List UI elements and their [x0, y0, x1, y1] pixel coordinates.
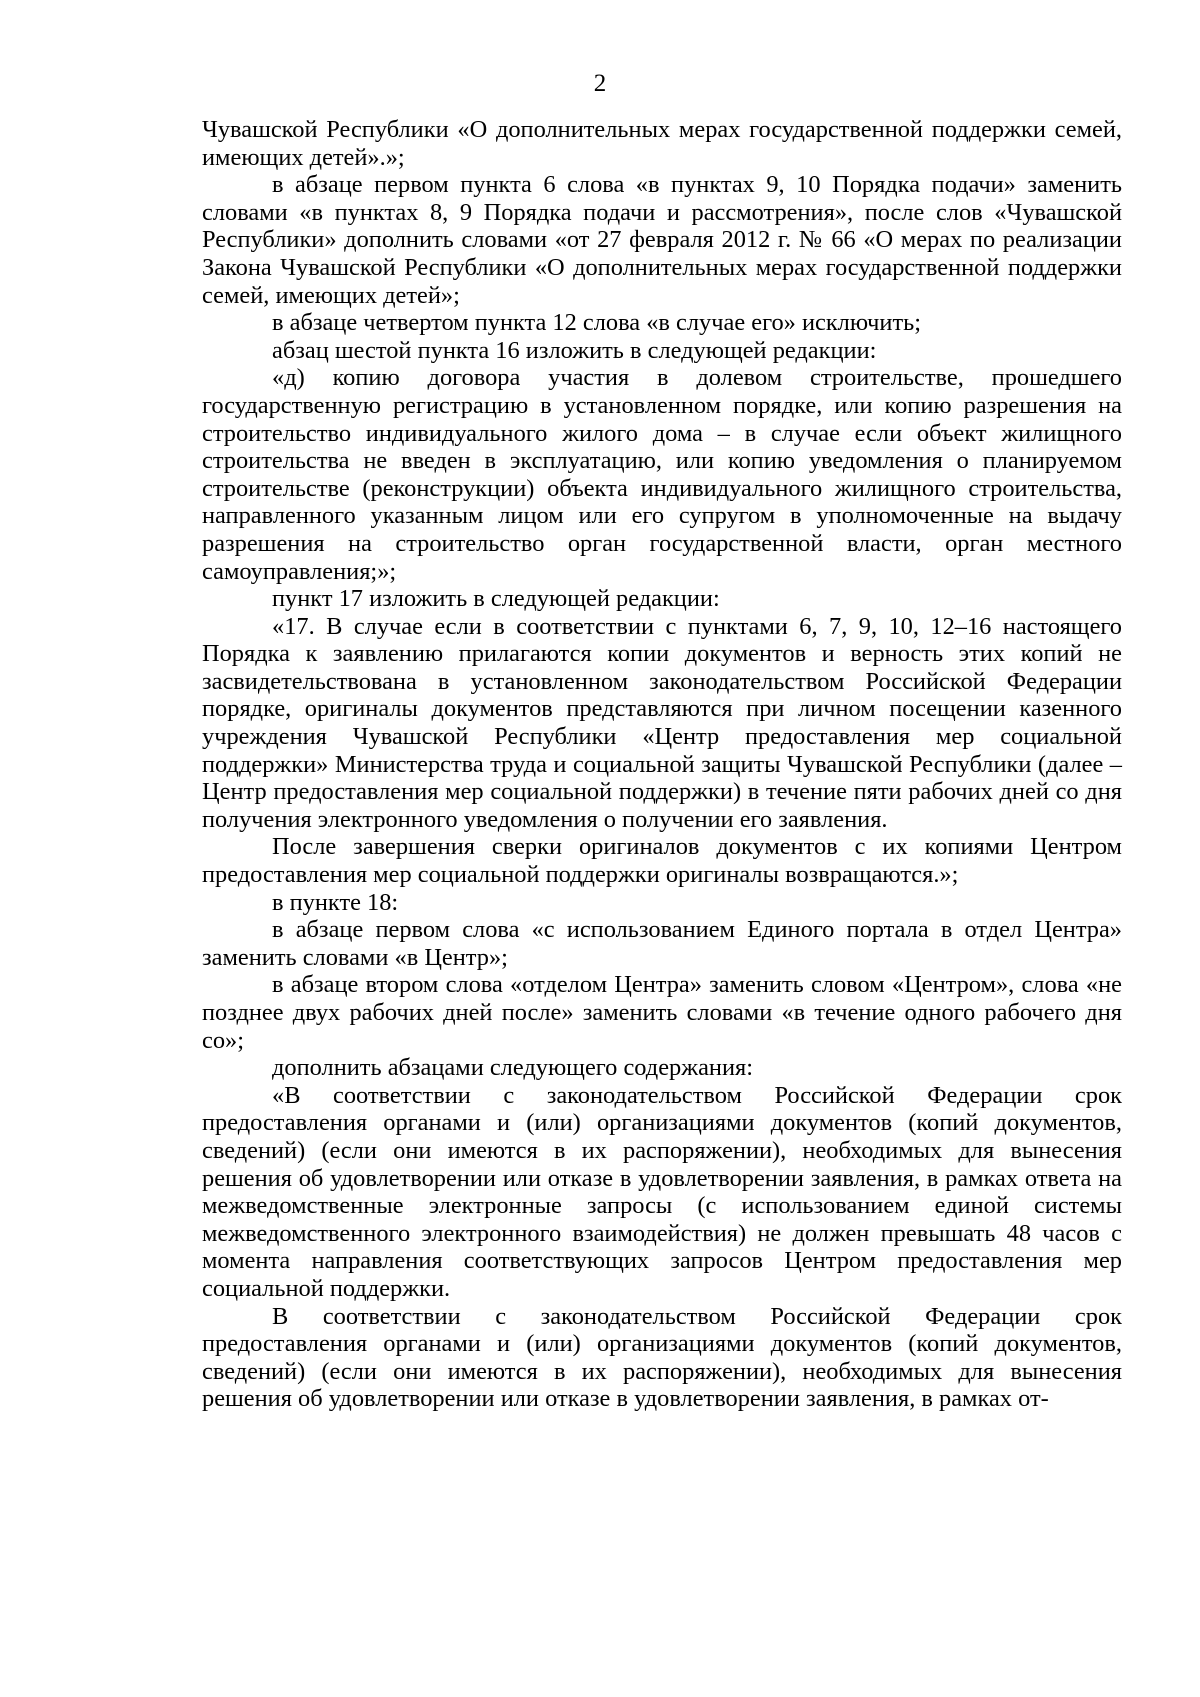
document-body: [202, 116, 1122, 1413]
page-number: 2: [593, 70, 607, 97]
paragraph: «д) копию договора участия в долевом строительстве, прошедшего государственную регистрацию в установленном порядке, или копию разрешения на строительство индивидуального жилого дома – в случае если объект жилищного строительства не введен в эксплуатацию, или копию уведомления о планируемом строительстве (реконструкции) объекта индивидуального жилищного строительства, направленного указанным лицом или его супругом в уполномоченные на выдачу разрешения на строительство орган государственной власти, орган местного самоуправления;»;: [202, 364, 1122, 585]
paragraph: абзац шестой пункта 16 изложить в следующей редакции:: [272, 336, 877, 364]
paragraph: в абзаце первом пункта 6 слова «в пунктах 9, 10 Порядка подачи» заменить словами «в пунктах 8, 9 Порядка подачи и рассмотрения», после слов «Чувашской Республики» дополнить словами «от 27 февраля 2012 г. № 66 «О мерах по реализации Закона Чувашской Республики «О дополнительных мерах государственной поддержки семей, имеющих детей»;: [202, 171, 1122, 309]
paragraph: «В соответствии с законодательством Российской Федерации срок предоставления органами и (или) организациями документов (копий документов, сведений) (если они имеются в их распоряжении), необходимых для вынесения решения об удовлетворении или отказе в удовлетворении заявления, в рамках ответа на межведомственные электронные запросы (с использованием единой системы межведомственного электронного взаимодействия) не должен превышать 48 часов с момента направления соответствующих запросов Центром предоставления мер социальной поддержки.: [202, 1081, 1122, 1302]
paragraph: пункт 17 изложить в следующей редакции:: [272, 585, 720, 613]
paragraph: После завершения сверки оригиналов документов с их копиями Центром предоставления мер социальной поддержки оригиналы возвращаются.»;: [202, 833, 1122, 889]
paragraph: дополнить абзацами следующего содержания:: [272, 1054, 753, 1082]
paragraph: в абзаце втором слова «отделом Центра» заменить словом «Центром», слова «не позднее двух рабочих дней после» заменить словами «в течение одного рабочего дня со»;: [202, 971, 1122, 1054]
paragraph: в абзаце первом слова «с использованием Единого портала в отдел Центра» заменить словами «в Центр»;: [202, 916, 1122, 971]
paragraph: Чувашской Республики «О дополнительных мерах государственной поддержки семей, имеющих детей».»;: [202, 116, 1122, 171]
paragraph: в пункте 18:: [272, 888, 399, 916]
paragraph: в абзаце четвертом пункта 12 слова «в случае его» исключить;: [272, 309, 922, 337]
paragraph: «17. В случае если в соответствии с пунктами 6, 7, 9, 10, 12–16 настоящего Порядка к заявлению прилагаются копии документов и верность этих копий не засвидетельствована в установленном законодательством Российской Федерации порядке, оригиналы документов представляются при личном посещении казенного учреждения Чувашской Республики «Центр предоставления мер социальной поддержки» Министерства труда и социальной защиты Чувашской Республики (далее – Центр предоставления мер социальной поддержки) в течение пяти рабочих дней со дня получения электронного уведомления о получении его заявления.: [202, 612, 1122, 833]
paragraph: В соответствии с законодательством Российской Федерации срок предоставления органами и (или) организациями документов (копий документов, сведений) (если они имеются в их распоряжении), необходимых для вынесения решения об удовлетворении или отказе в удовлетворении заявления, в рамках от-: [202, 1302, 1122, 1413]
